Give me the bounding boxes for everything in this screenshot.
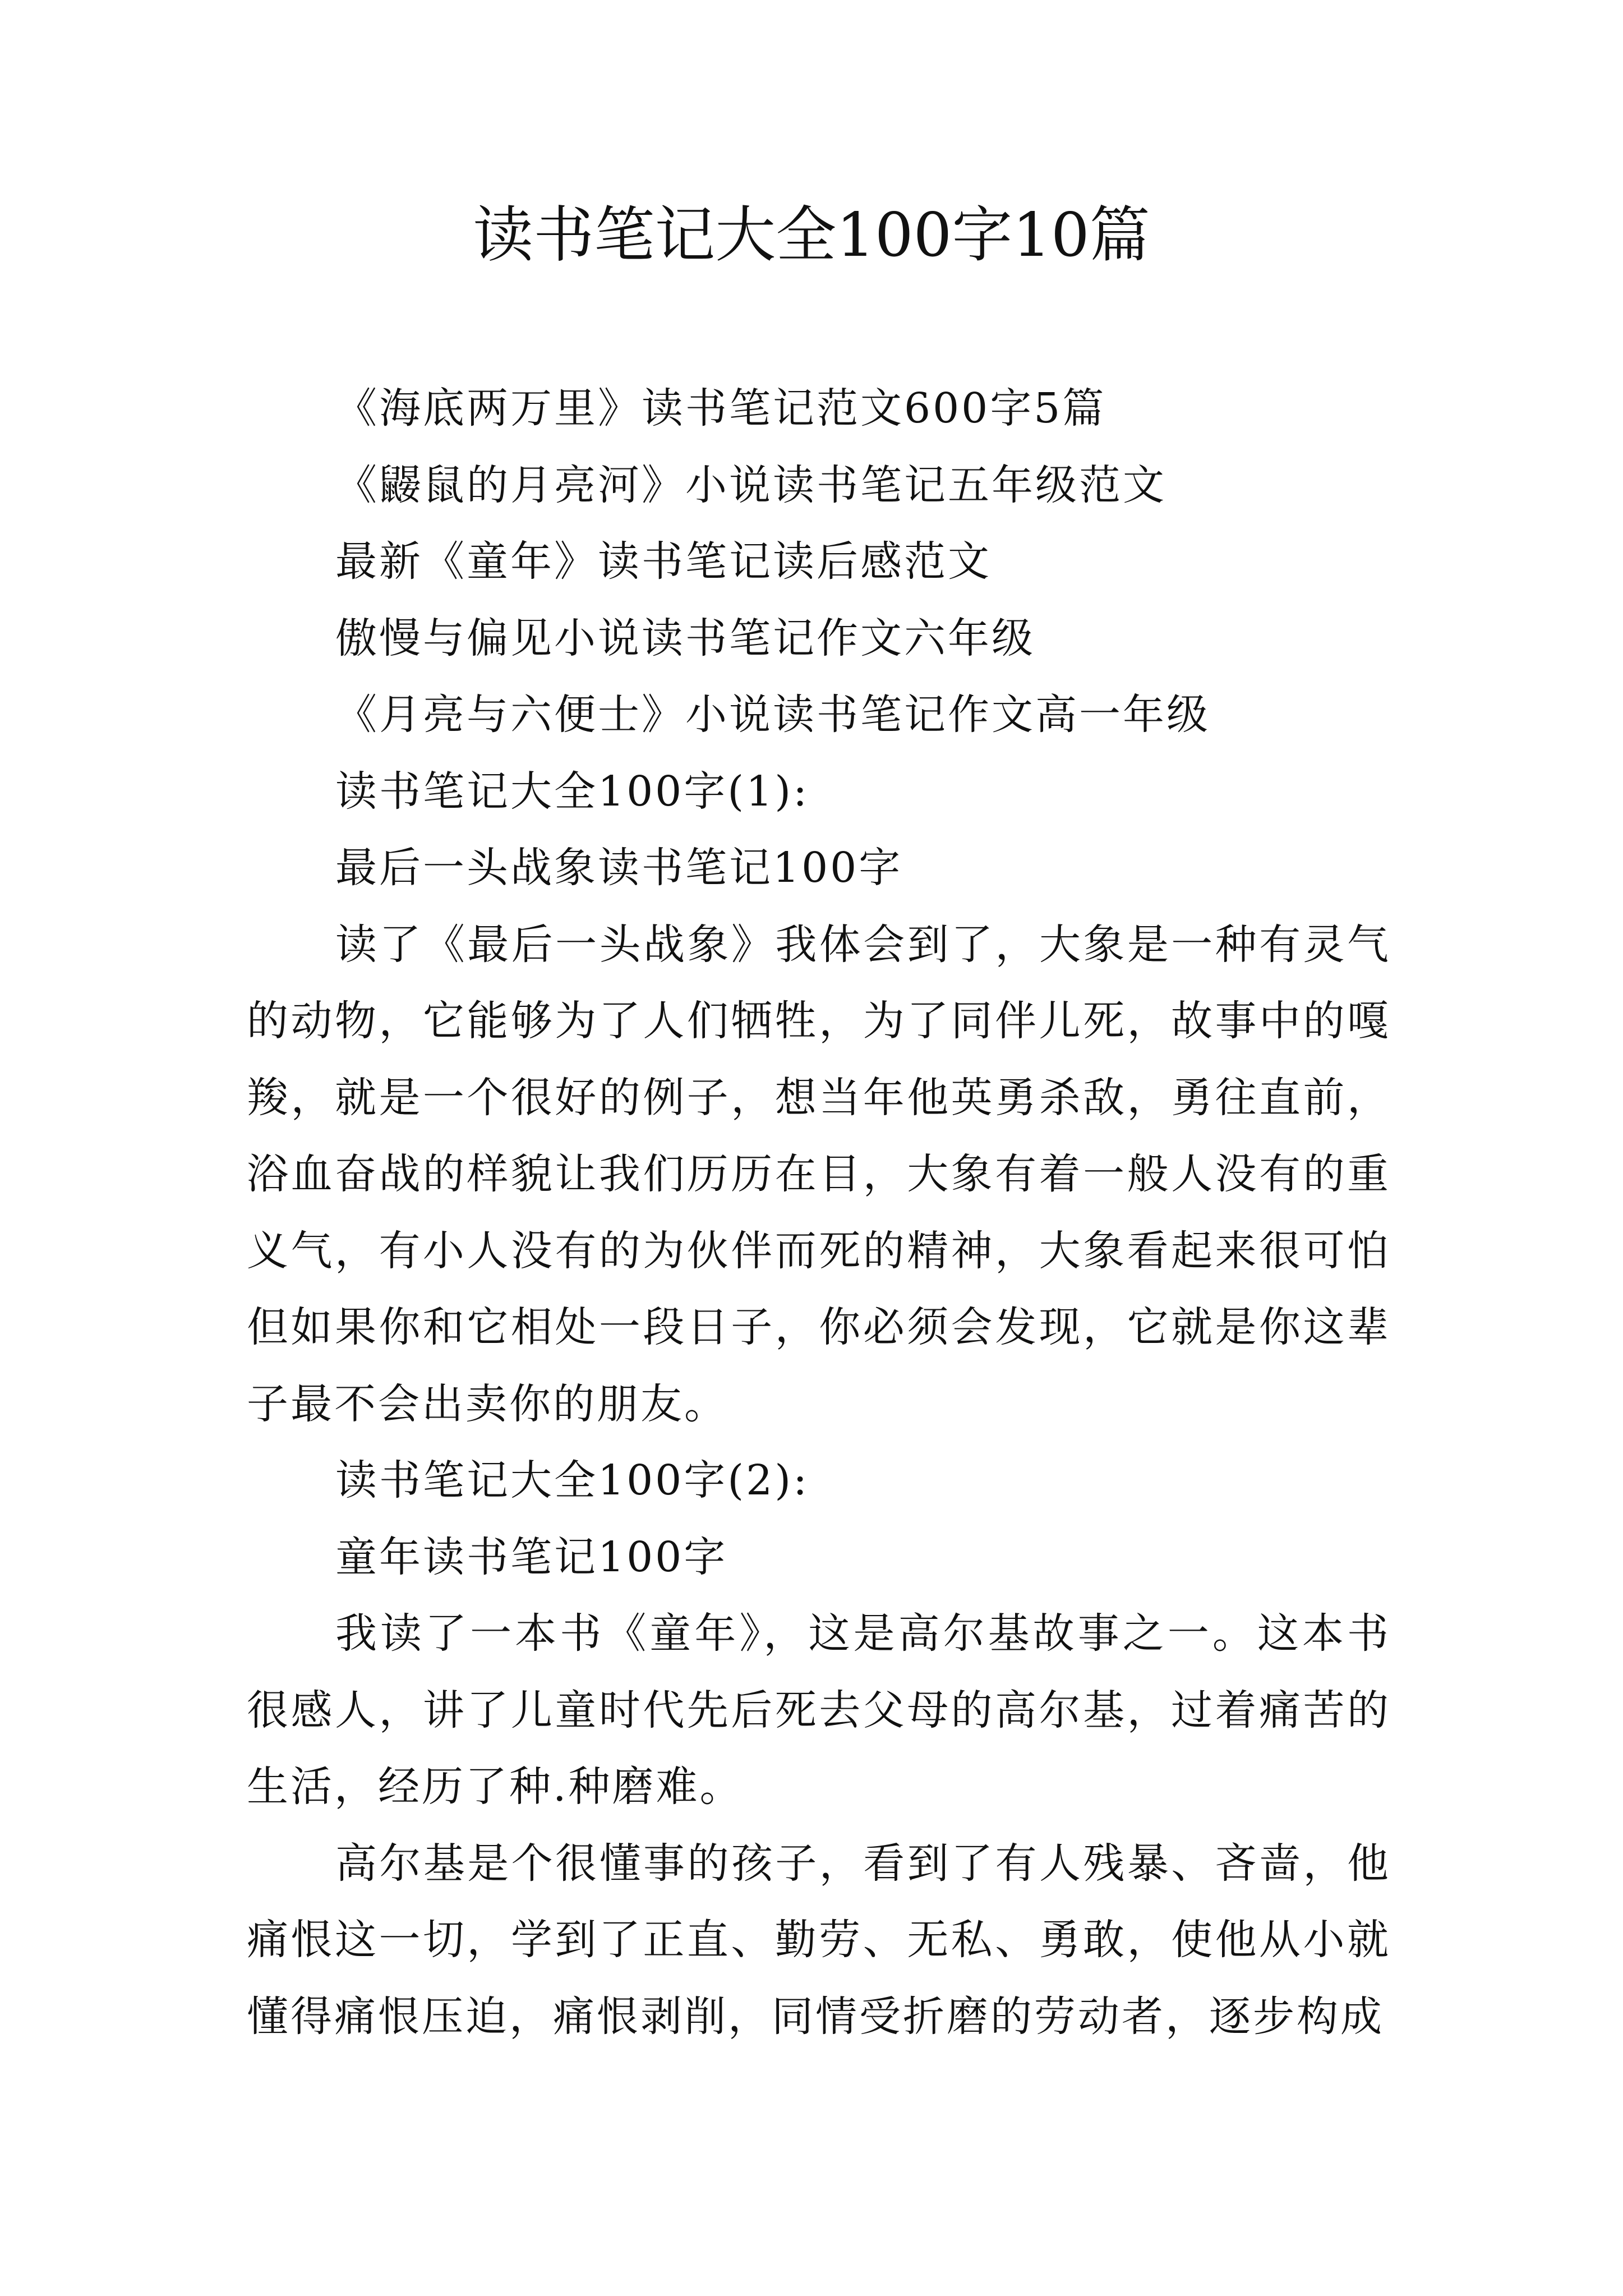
related-article-link: 《海底两万里》读书笔记范文600字5篇 bbox=[335, 384, 1106, 432]
document-body bbox=[247, 370, 1391, 2055]
note-title: 童年读书笔记100字 bbox=[335, 1533, 728, 1581]
related-article-link: 《鼹鼠的月亮河》小说读书笔记五年级范文 bbox=[335, 461, 1166, 509]
document-title: 读书笔记大全100字10篇 bbox=[473, 200, 1150, 270]
note-paragraph: 读了《最后一头战象》我体会到了，大象是一种有灵气的动物，它能够为了人们牺牲，为了同伴儿死，故事中的嘎羧，就是一个很好的例子，想当年他英勇杀敌，勇往直前，浴血奋战的样貌让我们历历在目，大象有着一般人没有的重义气，有小人没有的为伙伴而死的精神，大象看起来很可怕但如果你和它相处一段日子，你必须会发现，它就是你这辈子最不会出卖你的朋友。 bbox=[247, 920, 1391, 1428]
note-paragraph: 高尔基是个很懂事的孩子，看到了有人残暴、吝啬，他痛恨这一切，学到了正直、勤劳、无私、勇敢，使他从小就懂得痛恨压迫，痛恨剥削，同情受折磨的劳动者，逐步构成 bbox=[247, 1839, 1391, 2041]
note-title: 最后一头战象读书笔记100字 bbox=[335, 844, 903, 892]
section-heading: 读书笔记大全100字(2): bbox=[335, 1456, 809, 1504]
related-article-link: 傲慢与偏见小说读书笔记作文六年级 bbox=[335, 614, 1035, 662]
section-heading: 读书笔记大全100字(1): bbox=[335, 767, 809, 816]
note-paragraph: 我读了一本书《童年》，这是高尔基故事之一。这本书很感人，讲了儿童时代先后死去父母的高尔基，过着痛苦的生活，经历了种.种磨难。 bbox=[247, 1609, 1391, 1811]
related-article-link: 最新《童年》读书笔记读后感范文 bbox=[335, 537, 992, 586]
related-article-link: 《月亮与六便士》小说读书笔记作文高一年级 bbox=[335, 691, 1210, 739]
